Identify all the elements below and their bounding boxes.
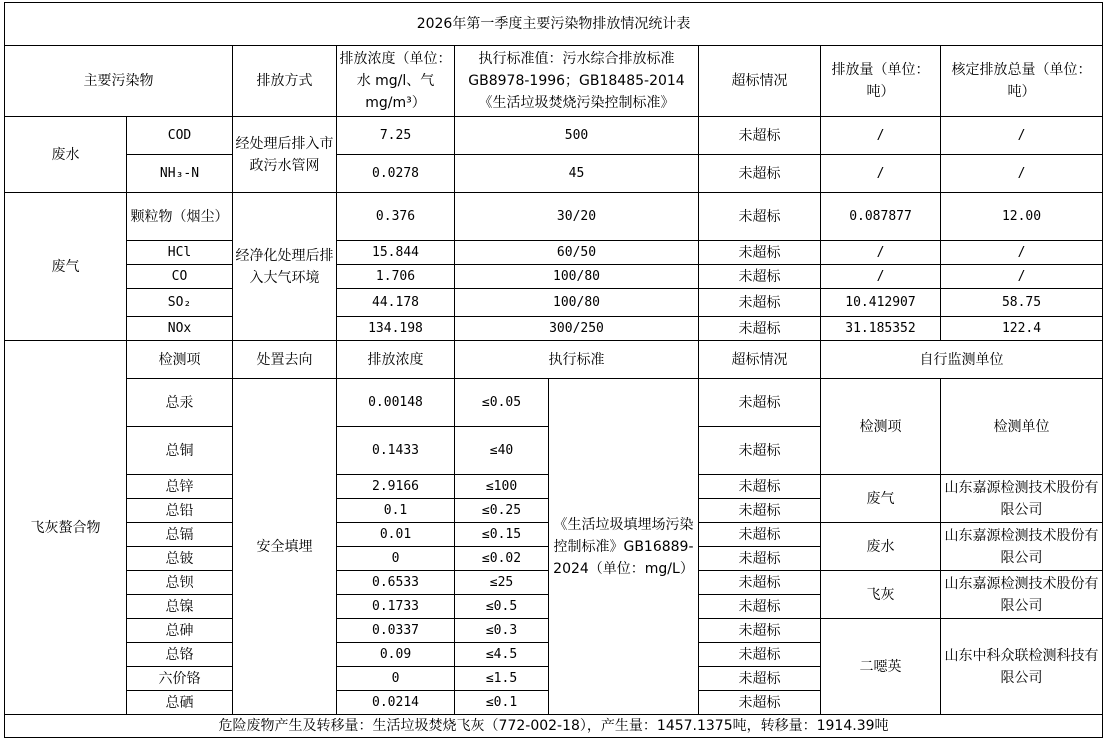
emission-statistics-table <box>4 2 1103 738</box>
flyash-header-monitor: 自行监测单位 <box>821 341 1103 379</box>
header-concentration: 排放浓度（单位：水 mg/l、气 mg/m³） <box>337 46 455 117</box>
flyash-limit-cell: ≤0.3 <box>455 619 549 643</box>
flyash-item-cell: 总镍 <box>127 595 233 619</box>
flyash-status-cell: 未超标 <box>699 523 821 547</box>
total-cell: / <box>941 155 1103 193</box>
flyash-header-conc: 排放浓度 <box>337 341 455 379</box>
header-pollutant: 主要污染物 <box>5 46 233 117</box>
flyash-limit-cell: ≤0.15 <box>455 523 549 547</box>
flyash-limit-cell: ≤0.02 <box>455 547 549 571</box>
pollutant-cell: COD <box>127 117 233 155</box>
total-cell: 58.75 <box>941 289 1103 317</box>
flyash-status-cell: 未超标 <box>699 571 821 595</box>
flyash-limit-cell: ≤40 <box>455 427 549 475</box>
flyash-item-cell: 总硒 <box>127 691 233 715</box>
status-cell: 未超标 <box>699 317 821 341</box>
pollutant-cell: SO₂ <box>127 289 233 317</box>
monitor-unit-cell: 山东嘉源检测技术股份有限公司 <box>941 475 1103 523</box>
amount-cell: 31.185352 <box>821 317 941 341</box>
standard-cell: 300/250 <box>455 317 699 341</box>
standard-cell: 45 <box>455 155 699 193</box>
table-title: 2026年第一季度主要污染物排放情况统计表 <box>5 3 1103 46</box>
flyash-destination: 安全填埋 <box>233 379 337 715</box>
pollutant-cell: NOx <box>127 317 233 341</box>
flyash-item-cell: 六价铬 <box>127 667 233 691</box>
flyash-status-cell: 未超标 <box>699 595 821 619</box>
concentration-cell: 15.844 <box>337 241 455 265</box>
table-row <box>5 379 1103 427</box>
hazardous-waste-note: 危险废物产生及转移量：生活垃圾焚烧飞灰（772-002-18），产生量：1457.1375吨，转移量：1914.39吨 <box>5 715 1103 738</box>
flyash-limit-cell: ≤25 <box>455 571 549 595</box>
category-flyash: 飞灰螯合物 <box>5 341 127 715</box>
concentration-cell: 0.0278 <box>337 155 455 193</box>
monitor-item-cell: 飞灰 <box>821 571 941 619</box>
amount-cell: / <box>821 265 941 289</box>
monitor-unit-cell: 山东嘉源检测技术股份有限公司 <box>941 571 1103 619</box>
table-row <box>5 265 1103 289</box>
total-cell: / <box>941 117 1103 155</box>
status-cell: 未超标 <box>699 289 821 317</box>
title-row <box>5 3 1103 46</box>
table-row <box>5 155 1103 193</box>
concentration-cell: 1.706 <box>337 265 455 289</box>
monitor-unit-cell: 山东嘉源检测技术股份有限公司 <box>941 523 1103 571</box>
table-row <box>5 289 1103 317</box>
total-cell: 122.4 <box>941 317 1103 341</box>
header-method: 排放方式 <box>233 46 337 117</box>
total-cell: / <box>941 265 1103 289</box>
concentration-cell: 0.376 <box>337 193 455 241</box>
flyash-conc-cell: 0.01 <box>337 523 455 547</box>
header-amount: 排放量（单位：吨） <box>821 46 941 117</box>
status-cell: 未超标 <box>699 193 821 241</box>
flyash-limit-cell: ≤0.5 <box>455 595 549 619</box>
flyash-limit-cell: ≤0.25 <box>455 499 549 523</box>
standard-cell: 60/50 <box>455 241 699 265</box>
total-cell: / <box>941 241 1103 265</box>
pollutant-cell: NH₃-N <box>127 155 233 193</box>
flyash-status-cell: 未超标 <box>699 691 821 715</box>
monitor-item-cell: 废气 <box>821 475 941 523</box>
flyash-item-cell: 总砷 <box>127 619 233 643</box>
amount-cell: 10.412907 <box>821 289 941 317</box>
flyash-conc-cell: 0.1 <box>337 499 455 523</box>
flyash-conc-cell: 0.1733 <box>337 595 455 619</box>
flyash-limit-cell: ≤0.1 <box>455 691 549 715</box>
flyash-header-item: 检测项 <box>127 341 233 379</box>
wastewater-method: 经处理后排入市政污水管网 <box>233 117 337 193</box>
header-total: 核定排放总量（单位：吨） <box>941 46 1103 117</box>
pollutant-cell: CO <box>127 265 233 289</box>
flyash-limit-cell: ≤100 <box>455 475 549 499</box>
amount-cell: / <box>821 155 941 193</box>
flyash-status-cell: 未超标 <box>699 643 821 667</box>
flyash-item-cell: 总铜 <box>127 427 233 475</box>
flyash-header-std: 执行标准 <box>455 341 699 379</box>
flyash-conc-cell: 0 <box>337 547 455 571</box>
table-row <box>5 317 1103 341</box>
footer-row <box>5 715 1103 738</box>
flyash-limit-cell: ≤0.05 <box>455 379 549 427</box>
category-wastegas: 废气 <box>5 193 127 341</box>
flyash-conc-cell: 0.09 <box>337 643 455 667</box>
table-row <box>5 241 1103 265</box>
flyash-status-cell: 未超标 <box>699 379 821 427</box>
flyash-item-cell: 总锌 <box>127 475 233 499</box>
header-standard: 执行标准值：污水综合排放标准GB8978-1996；GB18485-2014《生活垃圾焚烧污染控制标准》 <box>455 46 699 117</box>
monitor-item-cell: 废水 <box>821 523 941 571</box>
flyash-item-cell: 总铍 <box>127 547 233 571</box>
standard-cell: 100/80 <box>455 289 699 317</box>
pollutant-cell: 颗粒物（烟尘） <box>127 193 233 241</box>
pollutant-cell: HCl <box>127 241 233 265</box>
table-row <box>5 117 1103 155</box>
flyash-limit-cell: ≤1.5 <box>455 667 549 691</box>
flyash-status-cell: 未超标 <box>699 547 821 571</box>
category-wastewater: 废水 <box>5 117 127 193</box>
monitor-unit-cell: 山东中科众联检测科技有限公司 <box>941 619 1103 715</box>
flyash-item-cell: 总钡 <box>127 571 233 595</box>
monitor-unit-header: 检测单位 <box>941 379 1103 475</box>
amount-cell: 0.087877 <box>821 193 941 241</box>
flyash-item-cell: 总汞 <box>127 379 233 427</box>
flyash-conc-cell: 0.1433 <box>337 427 455 475</box>
flyash-item-cell: 总铅 <box>127 499 233 523</box>
amount-cell: / <box>821 241 941 265</box>
flyash-status-cell: 未超标 <box>699 427 821 475</box>
header-exceed: 超标情况 <box>699 46 821 117</box>
flyash-conc-cell: 0.6533 <box>337 571 455 595</box>
total-cell: 12.00 <box>941 193 1103 241</box>
status-cell: 未超标 <box>699 117 821 155</box>
status-cell: 未超标 <box>699 241 821 265</box>
flyash-header-row <box>5 341 1103 379</box>
concentration-cell: 44.178 <box>337 289 455 317</box>
flyash-conc-cell: 0 <box>337 667 455 691</box>
wastegas-method: 经净化处理后排入大气环境 <box>233 193 337 341</box>
monitor-item-cell: 二噁英 <box>821 619 941 715</box>
flyash-status-cell: 未超标 <box>699 475 821 499</box>
flyash-conc-cell: 0.0337 <box>337 619 455 643</box>
flyash-conc-cell: 0.0214 <box>337 691 455 715</box>
flyash-conc-cell: 2.9166 <box>337 475 455 499</box>
flyash-header-destination: 处置去向 <box>233 341 337 379</box>
flyash-limit-cell: ≤4.5 <box>455 643 549 667</box>
flyash-conc-cell: 0.00148 <box>337 379 455 427</box>
status-cell: 未超标 <box>699 155 821 193</box>
flyash-item-cell: 总铬 <box>127 643 233 667</box>
standard-cell: 100/80 <box>455 265 699 289</box>
amount-cell: / <box>821 117 941 155</box>
monitor-item-header: 检测项 <box>821 379 941 475</box>
standard-cell: 500 <box>455 117 699 155</box>
flyash-header-status: 超标情况 <box>699 341 821 379</box>
header-row <box>5 46 1103 117</box>
flyash-item-cell: 总镉 <box>127 523 233 547</box>
standard-cell: 30/20 <box>455 193 699 241</box>
status-cell: 未超标 <box>699 265 821 289</box>
concentration-cell: 7.25 <box>337 117 455 155</box>
concentration-cell: 134.198 <box>337 317 455 341</box>
flyash-standard-text: 《生活垃圾填埋场污染控制标准》GB16889-2024（单位：mg/L） <box>549 379 699 715</box>
flyash-status-cell: 未超标 <box>699 619 821 643</box>
flyash-status-cell: 未超标 <box>699 499 821 523</box>
table-row <box>5 193 1103 241</box>
flyash-status-cell: 未超标 <box>699 667 821 691</box>
